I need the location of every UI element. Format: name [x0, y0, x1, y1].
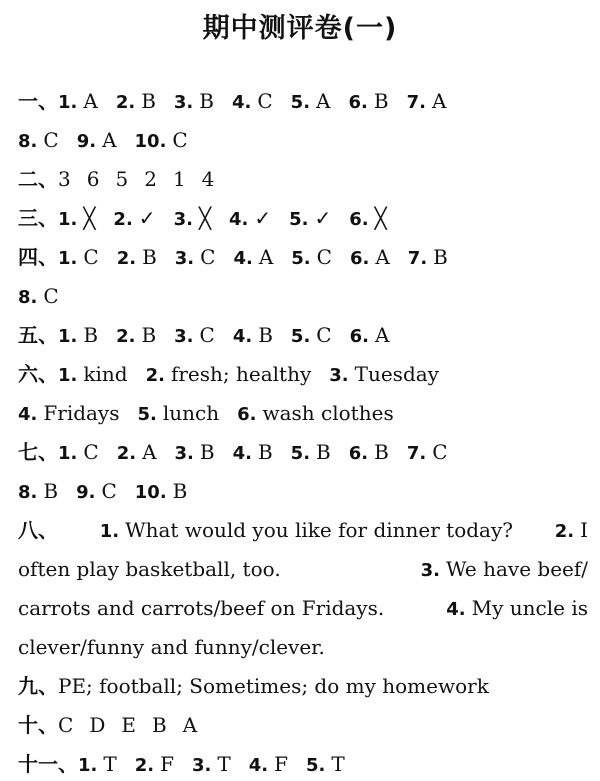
answer-text: C	[83, 245, 99, 269]
answer-item	[18, 593, 384, 623]
question-number: 4.	[231, 92, 252, 113]
answer-item	[349, 203, 386, 233]
answer-item	[289, 203, 331, 233]
question-number: 1.	[58, 365, 78, 386]
answer-line	[18, 242, 588, 272]
answer-line	[18, 515, 588, 545]
question-number: 5.	[291, 248, 311, 269]
question-number: 10.	[134, 482, 167, 503]
answer-item	[58, 242, 99, 272]
question-number: 8.	[18, 482, 38, 503]
answer-text: B	[172, 479, 188, 503]
question-number: 2.	[113, 209, 133, 230]
question-number: 4.	[232, 326, 253, 347]
answer-text: D	[89, 713, 106, 737]
answer-line	[18, 554, 588, 584]
answer-text: A	[374, 323, 390, 347]
answer-line	[18, 593, 588, 623]
question-number: 5.	[290, 92, 311, 113]
question-number: 3.	[173, 92, 194, 113]
answer-text: A	[142, 440, 157, 464]
answer-line	[18, 710, 588, 740]
answer-item	[291, 242, 332, 272]
answer-text: ✓	[314, 206, 332, 230]
section-number: 一、	[18, 89, 58, 113]
section-number: 二、	[18, 167, 58, 191]
answer-line	[18, 632, 588, 662]
question-number: 6.	[349, 326, 369, 347]
answer-text: C	[43, 284, 59, 308]
answer-line	[18, 125, 588, 155]
answer-text: ╳	[198, 206, 211, 230]
answer-text: 6	[86, 167, 100, 191]
answer-text: wash clothes	[262, 401, 394, 425]
answer-item	[329, 359, 439, 389]
question-number: 7.	[406, 92, 426, 113]
answer-text: kind	[83, 362, 128, 386]
answer-item	[249, 749, 288, 779]
answer-text: B	[83, 323, 99, 347]
question-number: 4.	[233, 248, 253, 269]
answer-text: B	[257, 440, 273, 464]
answer-item	[18, 632, 325, 662]
answer-text: C	[199, 323, 215, 347]
answer-item	[58, 86, 98, 116]
answer-item	[175, 437, 215, 467]
answer-item	[58, 320, 98, 350]
answer-text: C	[83, 440, 99, 464]
answer-item	[174, 320, 215, 350]
answer-item	[232, 86, 273, 116]
answer-text: E	[121, 713, 136, 737]
answer-text: fresh; healthy	[170, 362, 312, 386]
answer-text: A	[182, 713, 198, 737]
answer-item	[350, 242, 390, 272]
answer-text: 3	[58, 167, 71, 191]
answer-item	[174, 203, 211, 233]
answer-item	[306, 749, 345, 779]
question-number: 3.	[174, 443, 194, 464]
question-number: 4.	[446, 599, 466, 620]
question-number: 4.	[18, 404, 38, 425]
answer-text: A	[258, 245, 274, 269]
answer-text: T	[331, 752, 345, 776]
answer-item	[18, 554, 281, 584]
answer-text: I	[580, 518, 588, 542]
answer-item	[18, 476, 58, 506]
question-number: 5.	[137, 404, 157, 425]
answer-text: ✓	[138, 206, 156, 230]
answer-text: C	[316, 323, 332, 347]
answer-text: ╳	[83, 206, 96, 230]
question-number: 2.	[116, 443, 137, 464]
answer-item	[117, 242, 157, 272]
answer-item	[291, 437, 331, 467]
answer-text: My uncle is	[471, 596, 588, 620]
answer-text: lunch	[162, 401, 220, 425]
answer-text: What would you like for dinner today?	[125, 518, 514, 542]
section-number: 八、	[18, 518, 58, 542]
answer-item	[408, 242, 448, 272]
question-number: 8.	[18, 287, 38, 308]
question-number: 5.	[290, 443, 311, 464]
answer-item	[233, 437, 273, 467]
answer-text: F	[274, 752, 288, 776]
answer-item	[350, 320, 390, 350]
question-number: 1.	[58, 443, 78, 464]
answer-text: B	[141, 89, 156, 113]
answer-item	[113, 203, 155, 233]
answer-text: ✓	[254, 206, 272, 230]
answer-text: B	[373, 89, 389, 113]
answer-line	[18, 671, 588, 701]
answer-item	[146, 359, 312, 389]
question-number: 2.	[116, 248, 137, 269]
answer-text: A	[375, 245, 390, 269]
answer-item	[58, 203, 95, 233]
question-number: 1.	[58, 248, 78, 269]
answer-text: 5	[115, 167, 129, 191]
question-number: 6.	[348, 443, 369, 464]
answer-item	[78, 749, 117, 779]
question-number: 2.	[554, 521, 575, 542]
question-number: 6.	[237, 404, 257, 425]
answer-item	[555, 515, 588, 545]
answer-text: B	[316, 440, 331, 464]
answer-text: 4	[201, 167, 215, 191]
answer-item	[291, 86, 331, 116]
answer-text: 1	[172, 167, 186, 191]
section-number: 五、	[18, 323, 58, 347]
question-number: 7.	[406, 443, 427, 464]
question-number: 5.	[289, 209, 309, 230]
section-number: 三、	[18, 206, 58, 230]
section-number: 十一、	[18, 752, 78, 776]
answer-item	[135, 749, 174, 779]
question-number: 2.	[134, 755, 155, 776]
answer-item	[237, 398, 394, 428]
question-number: 3.	[420, 560, 440, 581]
answer-item	[446, 593, 588, 623]
question-number: 7.	[407, 248, 428, 269]
section-number: 十、	[18, 713, 58, 737]
question-number: 8.	[18, 131, 38, 152]
page-title: 期中测评卷(一)	[202, 13, 398, 44]
answer-text: C	[172, 128, 188, 152]
answer-text: B	[258, 323, 273, 347]
answer-text: often play basketball, too.	[18, 557, 281, 581]
answer-text: clever/funny and funny/clever.	[18, 635, 325, 659]
answer-item	[18, 398, 120, 428]
question-number: 4.	[232, 443, 252, 464]
answer-text: C	[200, 245, 216, 269]
answer-item	[291, 320, 332, 350]
question-number: 6.	[349, 248, 370, 269]
answer-line	[18, 749, 588, 779]
answer-item	[407, 437, 448, 467]
answer-item	[116, 320, 156, 350]
answer-text: We have beef/	[445, 557, 588, 581]
question-number: 4.	[248, 755, 269, 776]
answer-item	[229, 203, 271, 233]
question-number: 1.	[78, 755, 98, 776]
section-number: 九、	[18, 674, 58, 698]
question-number: 6.	[348, 92, 368, 113]
answer-line	[18, 203, 588, 233]
question-number: 1.	[58, 209, 78, 230]
answer-text: B	[43, 479, 59, 503]
answer-item	[421, 554, 588, 584]
question-number: 2.	[115, 92, 136, 113]
answer-item	[138, 398, 220, 428]
answer-item	[233, 242, 273, 272]
answer-item	[77, 125, 117, 155]
question-number: 3.	[191, 755, 212, 776]
answer-item	[135, 476, 188, 506]
answer-item	[233, 320, 273, 350]
question-number: 1.	[58, 92, 78, 113]
answer-text: ╳	[374, 206, 387, 230]
answer-text: A	[316, 89, 331, 113]
question-number: 3.	[174, 326, 194, 347]
answer-line	[18, 437, 588, 467]
answer-item	[174, 86, 214, 116]
answer-item	[58, 437, 99, 467]
section-number: 七、	[18, 440, 58, 464]
question-number: 9.	[76, 482, 96, 503]
answer-text: Tuesday	[354, 362, 439, 386]
answer-text: B	[142, 245, 157, 269]
question-number: 9.	[76, 131, 97, 152]
answer-item	[58, 359, 128, 389]
question-number: 10.	[134, 131, 167, 152]
answer-item	[116, 86, 156, 116]
answer-text: B	[151, 713, 167, 737]
answer-text: Fridays	[43, 401, 120, 425]
answer-text: B	[199, 440, 215, 464]
answer-line	[18, 320, 588, 350]
answer-text: C	[316, 245, 332, 269]
answer-text: C	[101, 479, 117, 503]
answer-text: F	[160, 752, 174, 776]
answer-text: B	[374, 440, 389, 464]
answer-item	[192, 749, 231, 779]
question-number: 5.	[290, 326, 311, 347]
answer-line	[18, 86, 588, 116]
answer-item	[117, 437, 157, 467]
answer-item	[175, 242, 216, 272]
answer-line	[18, 398, 588, 428]
question-number: 6.	[349, 209, 369, 230]
answer-text: T	[103, 752, 117, 776]
question-number: 3.	[329, 365, 349, 386]
answer-item	[76, 476, 117, 506]
answer-text: carrots and carrots/beef on Fridays.	[18, 596, 385, 620]
question-number: 3.	[173, 209, 193, 230]
answer-text: C	[257, 89, 273, 113]
answer-text: A	[102, 128, 117, 152]
section-number: 六、	[18, 362, 58, 386]
answer-text: A	[431, 89, 447, 113]
answer-text: C	[432, 440, 448, 464]
answer-text: C	[43, 128, 59, 152]
answer-text: B	[199, 89, 214, 113]
answer-text: 2	[144, 167, 157, 191]
answer-text: T	[217, 752, 231, 776]
answer-text: C	[58, 713, 74, 737]
answer-text: PE; football; Sometimes; do my homework	[58, 674, 489, 698]
answer-text: A	[83, 89, 98, 113]
section-number: 四、	[18, 245, 58, 269]
answer-line	[18, 476, 588, 506]
answer-line	[18, 359, 588, 389]
question-number: 2.	[116, 326, 136, 347]
answer-text: B	[433, 245, 448, 269]
answer-item	[407, 86, 447, 116]
answer-item	[349, 86, 389, 116]
answer-item	[18, 125, 59, 155]
answer-line	[18, 164, 588, 194]
answer-text: B	[141, 323, 157, 347]
question-number: 3.	[174, 248, 195, 269]
question-number: 1.	[58, 326, 78, 347]
answer-item	[349, 437, 389, 467]
question-number: 2.	[145, 365, 165, 386]
answer-item	[135, 125, 188, 155]
answer-line	[18, 281, 588, 311]
question-number: 4.	[228, 209, 249, 230]
answer-item	[100, 515, 513, 545]
question-number: 5.	[305, 755, 326, 776]
question-number: 1.	[99, 521, 120, 542]
answer-item	[18, 281, 59, 311]
